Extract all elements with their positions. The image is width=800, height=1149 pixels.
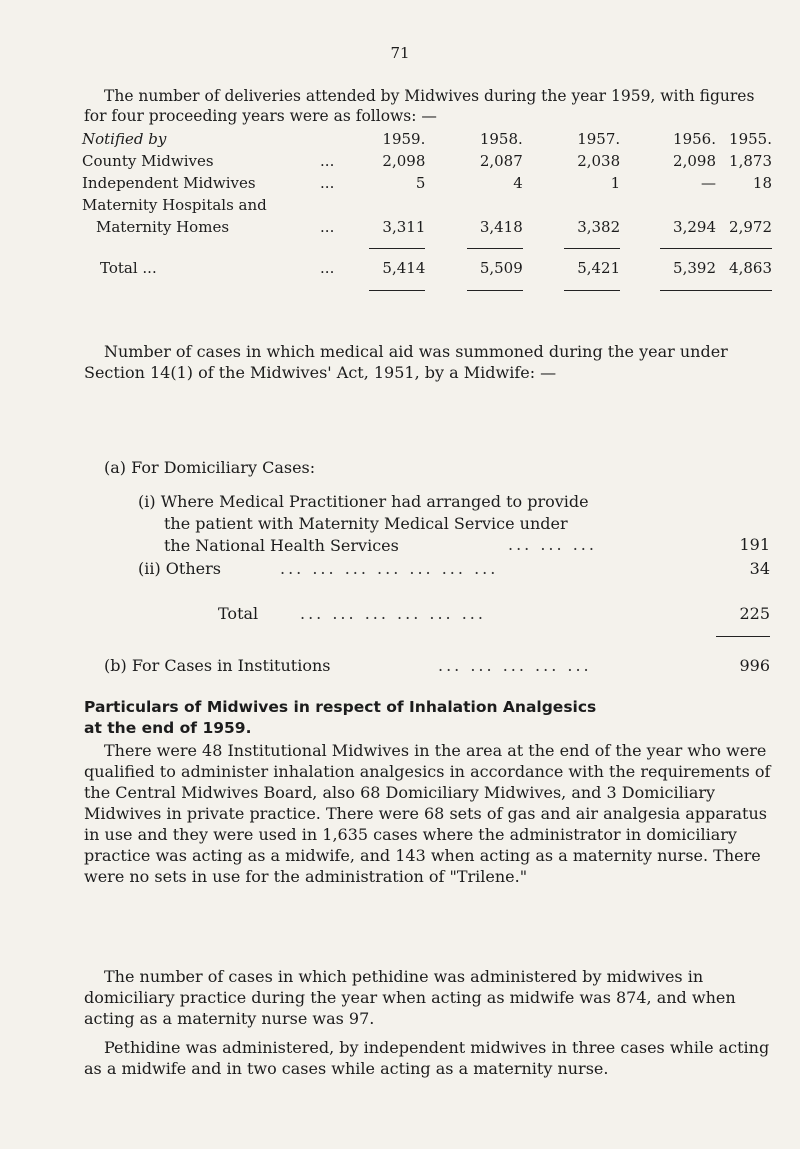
- total-row: [82, 256, 772, 280]
- total-cell: 5,509: [479, 259, 523, 277]
- medical-aid-intro: Number of cases in which medical aid was summoned during the year under Section 14(1) of the Midwives' Act, 1951, by a Midwife: —: [84, 342, 728, 382]
- item-ii-label: (ii) Others: [138, 559, 221, 578]
- total-cell: 5,414: [382, 259, 426, 277]
- table-row: [82, 194, 772, 216]
- total-rule: [369, 290, 425, 291]
- total-rule: [467, 290, 523, 291]
- cell: 2,087: [479, 152, 523, 170]
- domiciliary-total-value: 225: [739, 604, 770, 623]
- cell: [425, 194, 522, 216]
- cell: 4: [513, 174, 523, 192]
- section-heading: [84, 697, 774, 739]
- item-i-line: the National Health Services: [164, 536, 399, 555]
- dot-leader: ... ... ... ... ...: [438, 656, 592, 675]
- table-row: [82, 216, 772, 238]
- cell: 1,873: [729, 152, 772, 170]
- row-label: Maternity Homes: [96, 218, 230, 236]
- total-rule: [716, 248, 772, 249]
- domiciliary-total-label: Total: [218, 604, 259, 623]
- total-rule: [369, 248, 425, 249]
- item-ii-value: 34: [749, 559, 770, 578]
- row-leader: ...: [320, 218, 335, 236]
- dot-leader: ... ... ... ... ... ... ...: [280, 559, 499, 578]
- section-heading-line: at the end of 1959.: [84, 719, 252, 737]
- cell: 3,418: [479, 218, 523, 236]
- page-number: 71: [390, 44, 410, 62]
- header-notified-by: Notified by: [82, 130, 167, 148]
- row-leader: ...: [320, 152, 335, 170]
- header-year: 1959.: [382, 130, 426, 148]
- domiciliary-heading: (a) For Domiciliary Cases:: [104, 458, 316, 477]
- cell: [334, 194, 425, 216]
- item-i: [138, 491, 708, 557]
- total-rule: [467, 248, 523, 249]
- total-rule: [716, 636, 770, 637]
- cell: 1: [610, 174, 621, 192]
- cell: 2,038: [577, 152, 621, 170]
- intro-paragraph: The number of deliveries attended by Midwives during the year 1959, with figures for four proceeding years were as follows: —: [84, 87, 755, 125]
- cell: 2,972: [729, 218, 772, 236]
- dot-leader: ... ... ...: [508, 535, 597, 554]
- row-leader: [300, 194, 335, 216]
- cell: 3,294: [673, 218, 716, 236]
- rule-row: [82, 280, 772, 298]
- institutions-label: (b) For Cases in Institutions: [104, 656, 331, 675]
- cell: 5: [415, 174, 426, 192]
- header-year: 1956.: [673, 130, 716, 148]
- analgesics-paragraph: There were 48 Institutional Midwives in the area at the end of the year who were qualified to administer inhalation analgesics in accordance with the requirements of the Central Midwives Board, also 68 Domiciliary Midwives, and 3 Domiciliary Midwives in private practice. There were 68 sets of gas and air analgesia apparatus in use and they were used in 1,635 cases where the administrator in domiciliary practice was acting as a midwife, and 143 when acting as a maternity nurse. There were no sets in use for the administration of "Trilene.": [84, 741, 771, 886]
- header-year: 1957.: [577, 130, 621, 148]
- cell: 2,098: [382, 152, 426, 170]
- total-rule: [716, 290, 772, 291]
- item-i-line: (i) Where Medical Practitioner had arranged to provide: [138, 492, 589, 511]
- total-cell: 4,863: [729, 259, 772, 277]
- row-leader: ...: [320, 259, 335, 277]
- cell: 18: [752, 174, 772, 192]
- deliveries-table: [82, 128, 772, 298]
- section-heading-line: Particulars of Midwives in respect of Inhalation Analgesics: [84, 698, 597, 716]
- pethidine-paragraph: The number of cases in which pethidine was administered by midwives in domiciliary practice during the year when acting as midwife was 874, and when acting as a maternity nurse was 97.: [84, 967, 736, 1028]
- row-label: Maternity Hospitals and: [82, 196, 267, 214]
- total-label: Total ...: [100, 259, 157, 277]
- total-rule: [564, 248, 620, 249]
- total-rule: [660, 248, 716, 249]
- item-i-value: 191: [739, 535, 770, 554]
- row-label: Independent Midwives: [82, 174, 256, 192]
- total-cell: 5,392: [673, 259, 716, 277]
- rule-row: [82, 238, 772, 256]
- cell: —: [701, 174, 716, 192]
- cell: 3,311: [382, 218, 426, 236]
- independent-pethidine-paragraph: Pethidine was administered, by independent midwives in three cases while acting as a midwife and in two cases while acting as a maternity nurse.: [84, 1038, 770, 1078]
- cell: 2,098: [673, 152, 716, 170]
- table-row: [82, 150, 772, 172]
- cell: 3,382: [577, 218, 621, 236]
- header-year: 1955.: [729, 130, 772, 148]
- row-label: County Midwives: [82, 152, 214, 170]
- cell: [620, 194, 716, 216]
- table-header-row: [82, 128, 772, 150]
- cell: [716, 194, 772, 216]
- total-rule: [564, 290, 620, 291]
- institutions-value: 996: [739, 656, 770, 675]
- row-leader: ...: [320, 174, 335, 192]
- header-year: 1958.: [479, 130, 523, 148]
- total-rule: [660, 290, 716, 291]
- cell: [523, 194, 620, 216]
- dot-leader: ... ... ... ... ... ...: [300, 604, 486, 623]
- total-cell: 5,421: [577, 259, 621, 277]
- table-row: [82, 172, 772, 194]
- item-i-line: the patient with Maternity Medical Service under: [164, 514, 568, 533]
